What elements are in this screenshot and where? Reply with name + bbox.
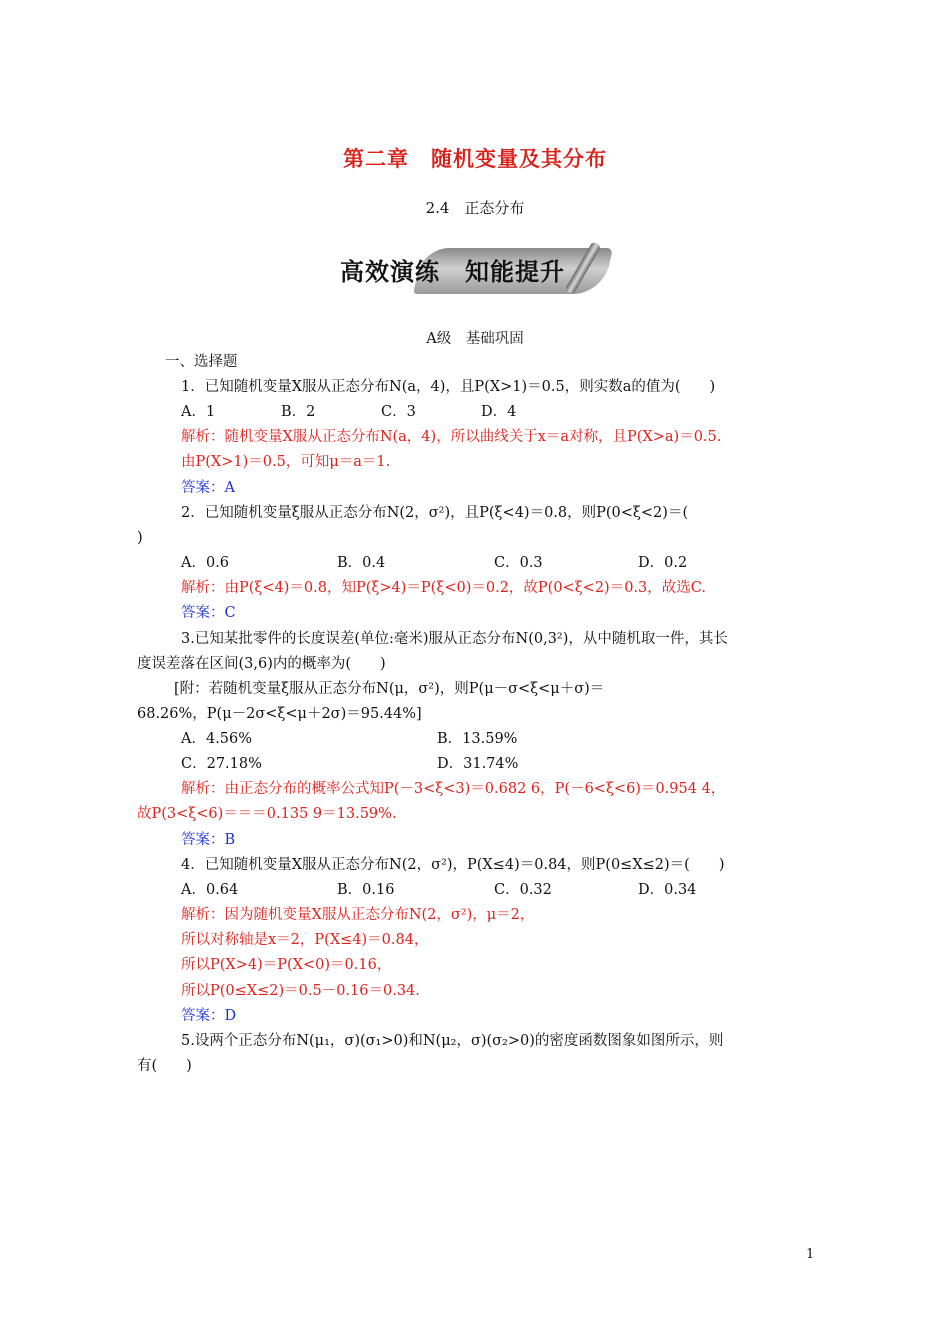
- option: B．13.59%: [437, 731, 518, 747]
- analysis-line: 解析：随机变量X服从正态分布N(a，4)，所以曲线关于x＝a对称，且P(X>a)＝0.5.: [181, 429, 722, 445]
- question-stem: 1．已知随机变量X服从正态分布N(a，4)，且P(X>1)＝0.5，则实数a的值为( ): [181, 379, 716, 395]
- question-stem: 度误差落在区间(3,6)内的概率为( ): [137, 656, 386, 672]
- option: D．0.2: [638, 555, 688, 571]
- chapter-title: 第二章 随机变量及其分布: [343, 146, 607, 171]
- section-title: 2.4 正态分布: [425, 199, 525, 217]
- section-heading: 一、选择题: [165, 354, 238, 370]
- question-stem: 4．已知随机变量X服从正态分布N(2，σ²)，P(X≤4)＝0.84，则P(0≤X≤2)＝( ): [181, 857, 725, 873]
- option: B．2: [281, 404, 316, 420]
- analysis-line: 由P(X>1)＝0.5，可知μ＝a＝1.: [181, 454, 391, 470]
- option: C．27.18%: [181, 756, 262, 772]
- question-stem: 2．已知随机变量ξ服从正态分布N(2，σ²)，且P(ξ<4)＝0.8，则P(0<ξ<2)＝(: [181, 505, 689, 521]
- analysis-line: 解析：由正态分布的概率公式知P(－3<ξ<3)＝0.682 6，P(－6<ξ<6)＝0.954 4，: [181, 781, 726, 797]
- answer: 答案：B: [181, 832, 236, 848]
- option: C．0.3: [494, 555, 543, 571]
- answer: 答案：A: [181, 480, 235, 496]
- question-stem: ): [137, 530, 143, 546]
- analysis-line: 解析：由P(ξ<4)＝0.8，知P(ξ>4)＝P(ξ<0)＝0.2，故P(0<ξ<2)＝0.3，故选C.: [181, 580, 706, 596]
- banner: [340, 240, 616, 300]
- option: B．0.4: [337, 555, 386, 571]
- option: C．3: [381, 404, 416, 420]
- analysis-line: 故P(3<ξ<6)＝＝＝0.135 9＝13.59%.: [137, 806, 397, 822]
- option: A．0.6: [181, 555, 230, 571]
- analysis-line: 所以P(X>4)＝P(X<0)＝0.16，: [181, 957, 392, 973]
- answer: 答案：C: [181, 605, 236, 621]
- page-number: 1: [806, 1247, 815, 1262]
- option: A．0.64: [181, 882, 239, 898]
- banner-text: 高效演练 知能提升: [340, 258, 565, 286]
- option: D．31.74%: [437, 756, 519, 772]
- option: A．1: [181, 404, 216, 420]
- question-stem: 5.设两个正态分布N(μ₁，σ)(σ₁>0)和N(μ₂，σ)(σ₂>0)的密度函数图象如图所示，则: [181, 1033, 724, 1049]
- option: B．0.16: [337, 882, 395, 898]
- option: D．0.34: [638, 882, 697, 898]
- option: A．4.56%: [181, 731, 253, 747]
- analysis-line: 解析：因为随机变量X服从正态分布N(2，σ²)，μ＝2，: [181, 907, 535, 923]
- analysis-line: 所以对称轴是x＝2，P(X≤4)＝0.84，: [181, 932, 429, 948]
- analysis-line: 所以P(0≤X≤2)＝0.5－0.16＝0.34.: [181, 983, 420, 999]
- answer: 答案：D: [181, 1008, 237, 1024]
- question-note: [附：若随机变量ξ服从正态分布N(μ，σ²)，则P(μ－σ<ξ<μ＋σ)＝: [174, 681, 605, 697]
- question-stem: 有( ): [137, 1058, 192, 1074]
- question-note: 68.26%，P(μ－2σ<ξ<μ＋2σ)＝95.44%]: [137, 706, 422, 722]
- level-title: A级 基础巩固: [426, 331, 524, 347]
- option: C．0.32: [494, 882, 552, 898]
- question-stem: 3.已知某批零件的长度误差(单位:毫米)服从正态分布N(0,3²)，从中随机取一件，其长: [181, 631, 728, 647]
- option: D．4: [481, 404, 517, 420]
